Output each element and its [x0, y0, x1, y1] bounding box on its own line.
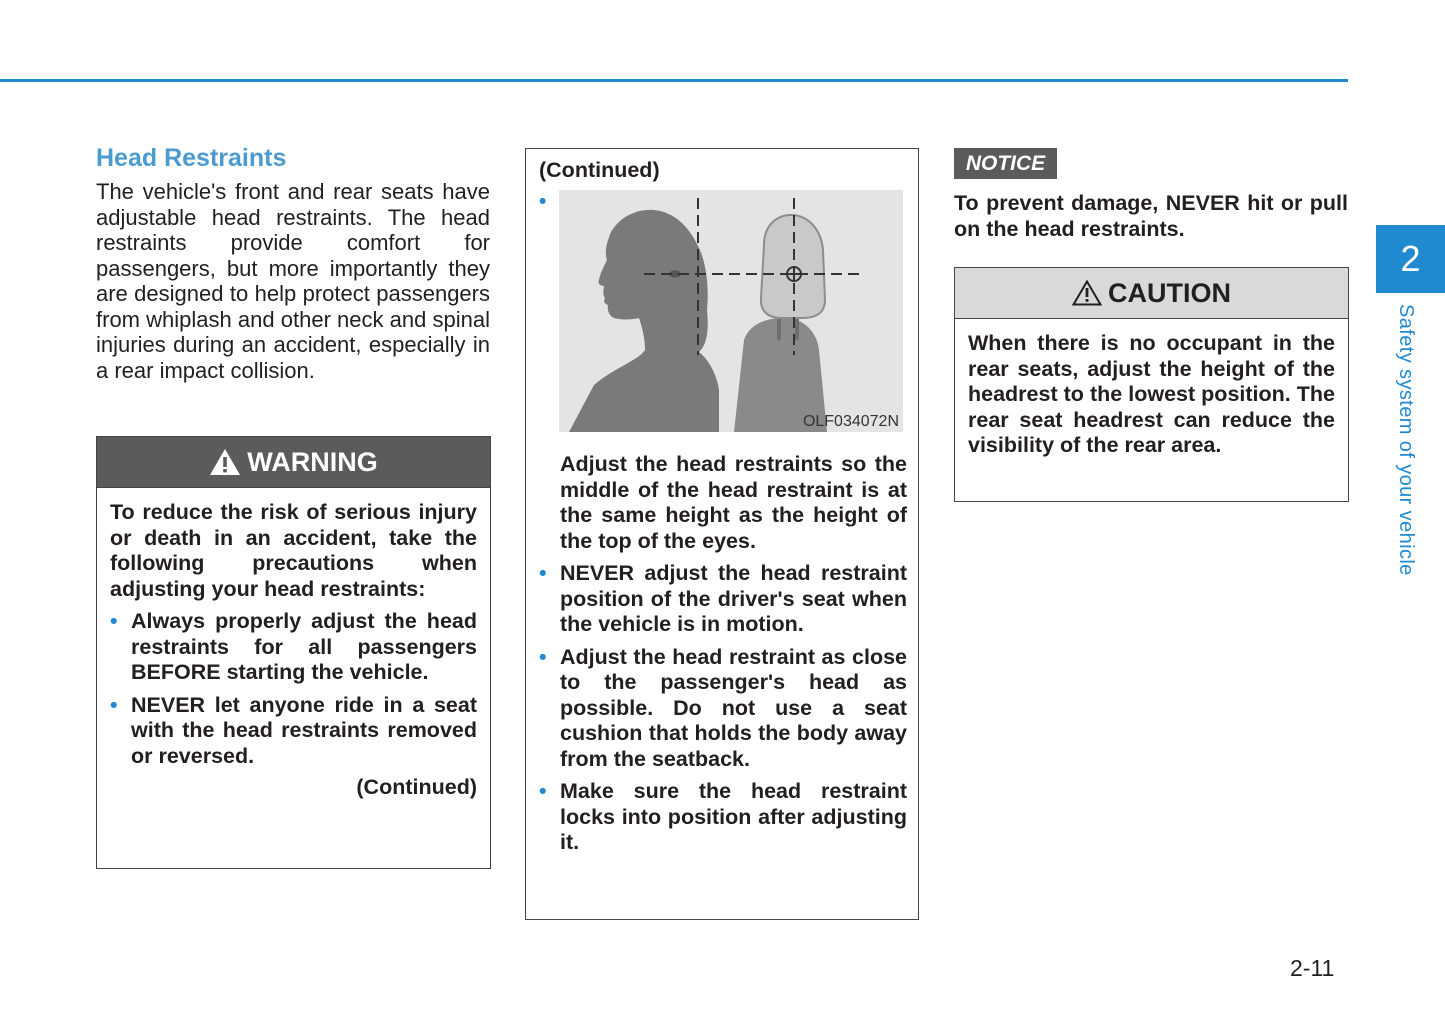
- figure-code: OLF034072N: [802, 413, 899, 430]
- bullet-dot: •: [539, 779, 547, 803]
- warning-box: [96, 436, 491, 869]
- bullet-dot: •: [110, 609, 118, 633]
- continued-text: [539, 452, 907, 856]
- head-restraint-illustration: [559, 190, 903, 432]
- continued-bullet-text: Make sure the head restraint locks into position after adjusting it.: [560, 779, 907, 854]
- continued-bullet: [539, 779, 907, 856]
- bullet-dot: •: [110, 692, 118, 717]
- caution-text: When there is no occupant in the rear seats, adjust the height of the headrest to the lowest position. The rear seat headrest can reduce the visibility of the rear area.: [968, 331, 1335, 457]
- section-heading: Head Restraints: [96, 144, 287, 172]
- figure-caption: Adjust the head restraints so the middle of the head restraint is at the same height as the height of the top of the eyes.: [560, 452, 907, 553]
- section-head-restraints: [96, 143, 490, 383]
- chapter-tab: 2: [1376, 225, 1445, 293]
- continued-bullet-text: NEVER adjust the head restraint position of the driver's seat when the vehicle is in motion.: [560, 561, 907, 636]
- header-rule: [0, 79, 1348, 82]
- warning-bullet: [110, 609, 477, 686]
- chapter-title: Safety system of your vehicle: [1395, 304, 1417, 576]
- caution-box: [954, 267, 1349, 502]
- caution-title: CAUTION: [1108, 277, 1231, 308]
- caution-header: [955, 268, 1348, 319]
- warning-bullet-text: NEVER let anyone ride in a seat with the head restraints removed or reversed.: [131, 692, 477, 768]
- continued-label: (Continued): [539, 158, 660, 182]
- notice-text: To prevent damage, NEVER hit or pull on the head restraints.: [954, 191, 1348, 241]
- warning-body: [97, 488, 490, 801]
- warning-intro: To reduce the risk of serious injury or death in an accident, take the following precautions when adjusting your head restraints:: [110, 500, 477, 601]
- warning-triangle-icon: [209, 448, 241, 476]
- continued-bullet: [539, 561, 907, 638]
- caution-triangle-icon: [1072, 280, 1102, 306]
- warning-bullet-text: Always properly adjust the head restraints for all passengers BEFORE starting the vehicle.: [131, 609, 477, 684]
- warning-header: [97, 437, 490, 488]
- continued-box: [525, 148, 919, 920]
- continued-bullet: [539, 645, 907, 773]
- section-intro: The vehicle's front and rear seats have adjustable head restraints. The head restraints provide comfort for passengers, but more importantly they are designed to help protect passengers from whiplash and other neck and spinal injuries during an accident, especially in a rear impact collision.: [96, 179, 490, 383]
- warning-title: WARNING: [247, 446, 378, 477]
- warning-continued: (Continued): [356, 775, 477, 799]
- continued-bullet-text: Adjust the head restraint as close to the passenger's head as possible. Do not use a seat cushion that holds the body away from the seatback.: [560, 644, 907, 771]
- bullet-dot: •: [539, 190, 547, 213]
- page-number: 2-11: [1290, 955, 1335, 981]
- bullet-dot: •: [539, 644, 547, 669]
- bullet-dot: •: [539, 561, 547, 585]
- warning-bullet: [110, 693, 477, 770]
- notice-tag: NOTICE: [954, 148, 1057, 179]
